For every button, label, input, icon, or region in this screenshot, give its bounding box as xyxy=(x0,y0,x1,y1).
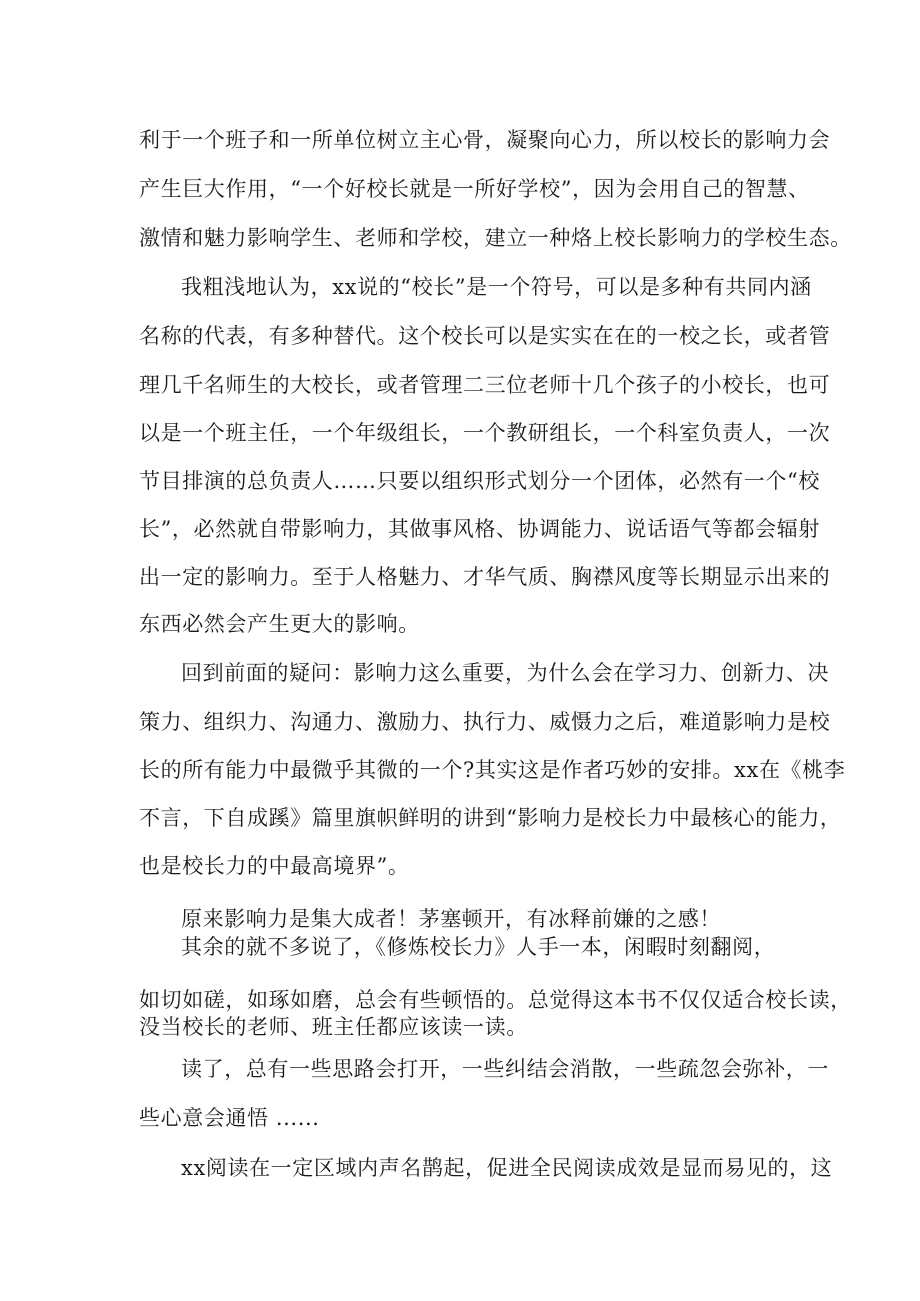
text-line: 长”，必然就自带影响力，其做事风格、协调能力、说话语气等都会辐射 xyxy=(139,517,820,541)
text-line: 策力、组织力、沟通力、激励力、执行力、威慑力之后，难道影响力是校 xyxy=(139,710,831,734)
text-line: 我粗浅地认为，xx说的“校长”是一个符号，可以是多种有共同内涵 xyxy=(181,275,812,299)
text-line: xx阅读在一定区域内声名鹊起，促进全民阅读成效是显而易见的，这 xyxy=(181,1156,833,1180)
text-line: 长的所有能力中最微乎其微的一个?其实这是作者巧妙的安排。xx在《桃李 xyxy=(139,758,846,782)
text-line: 出一定的影响力。至于人格魅力、才华气质、胸襟风度等长期显示出来的 xyxy=(139,565,831,589)
text-line: 其余的就不多说了，《修炼校长力》人手一本，闲暇时刻翻阅， xyxy=(181,935,776,959)
text-line: 东西必然会产生更大的影响。 xyxy=(139,612,420,636)
text-line: 没当校长的老师、班主任都应该读一读。 xyxy=(139,1015,528,1039)
text-line: 原来影响力是集大成者！茅塞顿开，有冰释前嫌的之感！ xyxy=(181,907,721,931)
text-line: 读了，总有一些思路会打开，一些纠结会消散，一些疏忽会弥补，一 xyxy=(181,1057,829,1081)
text-line: 些心意会通悟 ...... xyxy=(139,1106,320,1130)
text-line: 如切如磋，如琢如磨，总会有些顿悟的。总觉得这本书不仅仅适合校长读， xyxy=(139,988,852,1012)
text-line: 节目排演的总负责人……只要以组织形式划分一个团体，必然有一个“校 xyxy=(139,469,820,493)
text-line: 不言，下自成蹊》篇里旗帜鲜明的讲到“影响力是校长力中最核心的能力， xyxy=(139,806,842,830)
text-line: 利于一个班子和一所单位树立主心骨，凝聚向心力，所以校长的影响力会 xyxy=(139,128,831,152)
text-line: 也是校长力的中最高境界”。 xyxy=(139,854,410,878)
text-line: 产生巨大作用，“一个好校长就是一所好学校”，因为会用自己的智慧、 xyxy=(139,177,810,201)
text-line: 以是一个班主任，一个年级组长，一个教研组长，一个科室负责人，一次 xyxy=(139,421,831,445)
text-line: 激情和魅力影响学生、老师和学校，建立一种烙上校长影响力的学校生态。 xyxy=(139,226,852,250)
text-line: 回到前面的疑问：影响力这么重要，为什么会在学习力、创新力、决 xyxy=(181,661,829,685)
text-line: 名称的代表，有多种替代。这个校长可以是实实在在的一校之长，或者管 xyxy=(139,324,831,348)
text-line: 理几千名师生的大校长，或者管理二三位老师十几个孩子的小校长，也可 xyxy=(139,373,831,397)
